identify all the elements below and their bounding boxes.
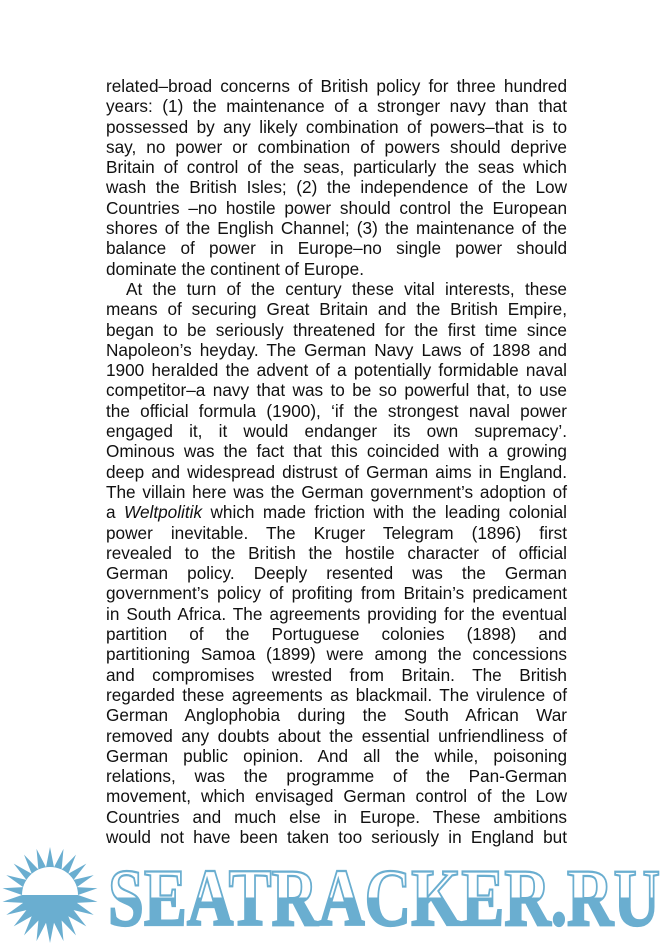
text-line: engaged it, it would endanger its own supremacy’. (106, 421, 567, 442)
text-line: partitioning Samoa (1899) were among the concessions (106, 644, 567, 665)
text-line: and compromises wrested from Britain. The British (106, 664, 567, 685)
text-line: in South Africa. The agreements providing for the eventual (106, 603, 567, 624)
text-line: German Anglophobia during the South African War (106, 705, 567, 726)
text-line: relations, was the programme of the Pan-German (106, 766, 567, 787)
text-line: Countries –no hostile power should control the European (106, 197, 567, 218)
text-line: wash the British Isles; (2) the independence of the Low (106, 177, 567, 198)
text-line: power inevitable. The Kruger Telegram (1896) first (106, 522, 567, 543)
text-line: say, no power or combination of powers should deprive (106, 136, 567, 157)
text-line: dominate the continent of Europe. (106, 258, 364, 279)
text-line: removed any doubts about the essential unfriendliness of (106, 725, 567, 746)
italic-term: Weltpolitik (124, 502, 203, 523)
text-line: related–broad concerns of British policy for three hundred (106, 76, 567, 96)
text-line: At the turn of the century these vital interests, these (126, 278, 567, 299)
text-line: balance of power in Europe–no single power should (106, 238, 567, 259)
text-line: Ominous was the fact that this coincided with a growing (106, 441, 567, 462)
sun-icon (3, 847, 98, 943)
watermark-text: SEATRACKER.RU (108, 852, 660, 943)
text-line: began to be seriously threatened for the first time since (106, 319, 567, 340)
text-line: The villain here was the German government’s adoption of (106, 481, 567, 502)
text-line: German policy. Deeply resented was the German (106, 563, 567, 584)
text-line: Countries and much else in Europe. These ambitions (106, 806, 567, 827)
text-line: deep and widespread distrust of German aims in England. (106, 461, 567, 482)
text-line: Napoleon’s heyday. The German Navy Laws of 1898 and (106, 339, 567, 360)
text-line: Britain of control of the seas, particularly the seas which (106, 157, 567, 178)
document-body-text (106, 76, 567, 847)
seatracker-watermark-logo (0, 845, 667, 943)
text-line: the official formula (1900), ‘if the strongest naval power (106, 400, 567, 421)
text-line: years: (1) the maintenance of a stronger navy than that (106, 96, 567, 117)
text-line: revealed to the British the hostile character of official (106, 542, 567, 563)
text-line: shores of the English Channel; (3) the maintenance of the (106, 218, 567, 239)
text-line: means of securing Great Britain and the British Empire, (106, 299, 567, 320)
text-line: competitor–a navy that was to be so powerful that, to use (106, 380, 567, 401)
text-line: regarded these agreements as blackmail. The virulence of (106, 684, 567, 705)
text-line: partition of the Portuguese colonies (1898) and (106, 624, 567, 645)
text-line: 1900 heralded the advent of a potentially formidable naval (106, 360, 567, 381)
text-line (106, 502, 567, 522)
text-line: government’s policy of profiting from Britain’s predicament (106, 583, 567, 604)
text-line: would not have been taken too seriously in England but (106, 826, 567, 847)
text-span: which made friction with the leading colonial (202, 502, 567, 523)
text-line: German public opinion. And all the while, poisoning (106, 745, 567, 766)
text-line: possessed by any likely combination of powers–that is to (106, 116, 567, 137)
text-span: a (106, 502, 125, 523)
sun-upper-half (22, 867, 78, 895)
text-line: movement, which envisaged German control of the Low (106, 786, 567, 807)
